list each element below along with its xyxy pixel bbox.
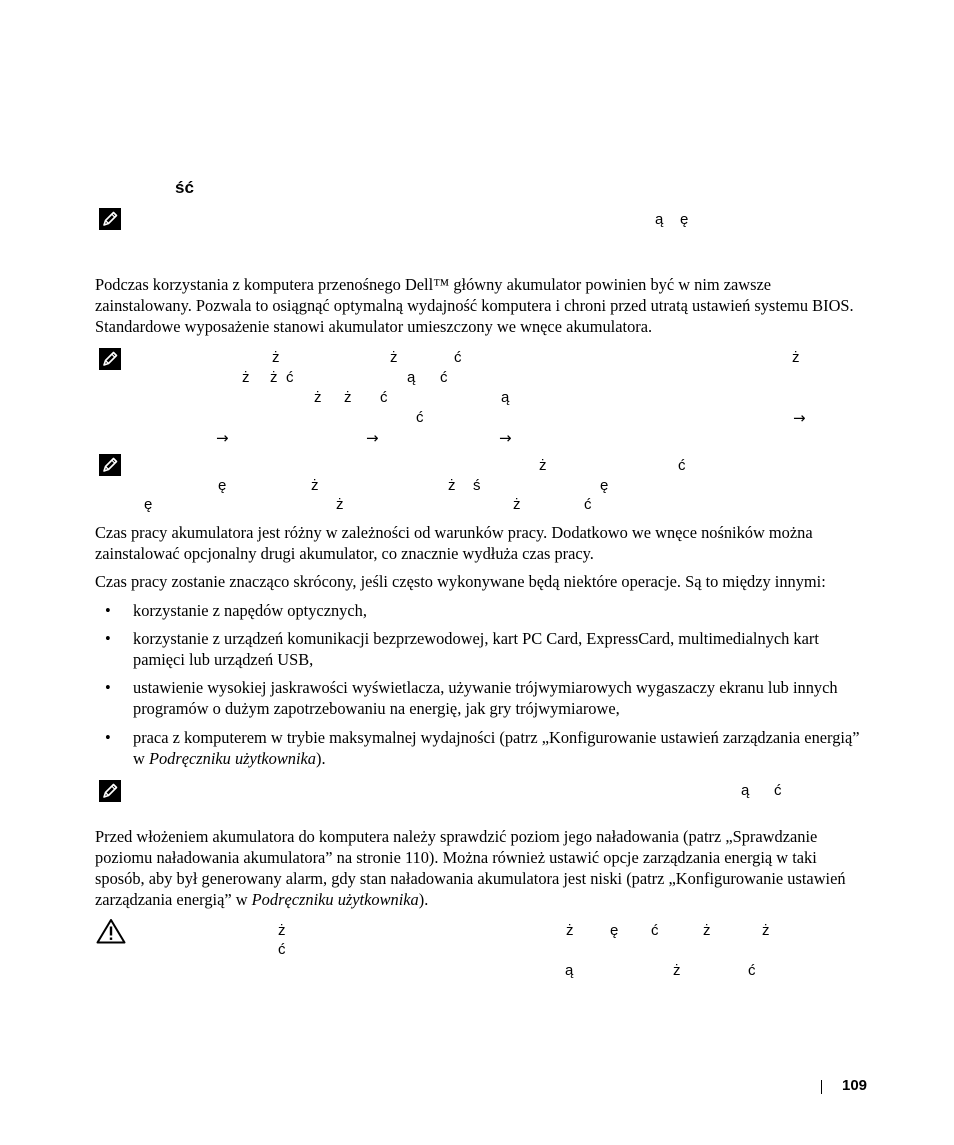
- arrow-icon: →: [499, 429, 512, 447]
- note-icon: [99, 348, 121, 370]
- note-fragment: ś: [473, 477, 481, 494]
- body-paragraph: Przed włożeniem akumulatora do komputera należy sprawdzić poziom jego naładowania (patrz „Sprawdzanie poziomu naładowania akumulatora” na stronie 110). Można również ustawić opcje zarządzania energią w taki sposób, aby był generowany alarm, gdy stan naładowania akumulatora jest niski (patrz „Konfigurowanie ustawień zarządzania energią” w Podręczniku użytkownika).: [95, 827, 846, 909]
- note-fragment: ć: [678, 457, 686, 474]
- caution-fragment: ż: [566, 922, 574, 939]
- caution-fragment: ą: [565, 962, 574, 979]
- arrow-icon: →: [216, 429, 229, 447]
- note-fragment: ż: [242, 369, 250, 386]
- bullet-glyph: •: [105, 601, 111, 620]
- note-fragment: ż: [272, 349, 280, 366]
- bullet-glyph: •: [105, 728, 111, 747]
- bullet-glyph: •: [105, 629, 111, 648]
- caution-fragment: ć: [278, 941, 286, 958]
- note-fragment: ż: [314, 389, 322, 406]
- note-icon: [99, 454, 121, 476]
- note-fragment: ż: [448, 477, 456, 494]
- caution-icon: [96, 918, 126, 944]
- caution-fragment: ż: [278, 922, 286, 939]
- note-fragment: ą: [501, 389, 510, 406]
- note-fragment: ą: [407, 369, 416, 386]
- list-item: ustawienie wysokiej jaskrawości wyświetlacza, używanie trójwymiarowych wygaszaczy ekranu lub innych programów o dużym zapotrzebowaniu na energię, jak gry trójwymiarowe,: [133, 678, 838, 718]
- list-item: korzystanie z urządzeń komunikacji bezprzewodowej, kart PC Card, ExpressCard, multimedialnych kart pamięci lub urządzeń USB,: [133, 629, 819, 669]
- page-number: 109: [842, 1077, 868, 1094]
- caution-fragment: ż: [673, 962, 681, 979]
- body-paragraph: Czas pracy akumulatora jest różny w zależności od warunków pracy. Dodatkowo we wnęce nośników można zainstalować opcjonalny drugi akumulator, co znacznie wydłuża czas pracy.: [95, 523, 813, 563]
- note-fragment: ę: [680, 211, 689, 228]
- body-paragraph: Czas pracy zostanie znacząco skrócony, jeśli często wykonywane będą niektóre operacje. Są to między innymi:: [95, 572, 826, 591]
- note-fragment: ć: [440, 369, 448, 386]
- note-fragment: ć: [380, 389, 388, 406]
- section-heading: ść: [175, 178, 194, 197]
- note-fragment: ą: [655, 211, 664, 228]
- note-fragment: ż: [311, 477, 319, 494]
- body-paragraph: Podczas korzystania z komputera przenośnego Dell™ główny akumulator powinien być w nim zawsze zainstalowany. Pozwala to osiągnąć optymalną wydajność komputera i chroni przed utratą ustawień systemu BIOS. Standardowe wyposażenie stanowi akumulator umieszczony we wnęce akumulatora.: [95, 275, 854, 336]
- caution-fragment: ć: [748, 962, 756, 979]
- note-fragment: ż: [792, 349, 800, 366]
- note-fragment: ż: [336, 496, 344, 513]
- note-fragment: ć: [584, 496, 592, 513]
- note-fragment: ą: [741, 782, 750, 799]
- footer-divider: [821, 1080, 822, 1094]
- note-fragment: ć: [454, 349, 462, 366]
- caution-fragment: ć: [651, 922, 659, 939]
- arrow-icon: →: [793, 409, 806, 427]
- note-fragment: ż: [344, 389, 352, 406]
- caution-fragment: ż: [762, 922, 770, 939]
- note-fragment: ż: [513, 496, 521, 513]
- note-icon: [99, 208, 121, 230]
- note-icon: [99, 780, 121, 802]
- note-fragment: ć: [774, 782, 782, 799]
- list-item: praca z komputerem w trybie maksymalnej wydajności (patrz „Konfigurowanie ustawień zarządzania energią” w Podręczniku użytkownika).: [133, 728, 860, 768]
- caution-fragment: ż: [703, 922, 711, 939]
- bullet-glyph: •: [105, 678, 111, 697]
- note-fragment: ż: [390, 349, 398, 366]
- note-fragment: ę: [218, 477, 227, 494]
- note-fragment: ć: [286, 369, 294, 386]
- note-fragment: ę: [600, 477, 609, 494]
- note-fragment: ć: [416, 409, 424, 426]
- note-fragment: ż: [539, 457, 547, 474]
- arrow-icon: →: [366, 429, 379, 447]
- note-fragment: ę: [144, 496, 153, 513]
- caution-fragment: ę: [610, 922, 619, 939]
- note-fragment: ż: [270, 369, 278, 386]
- list-item: korzystanie z napędów optycznych,: [133, 601, 367, 620]
